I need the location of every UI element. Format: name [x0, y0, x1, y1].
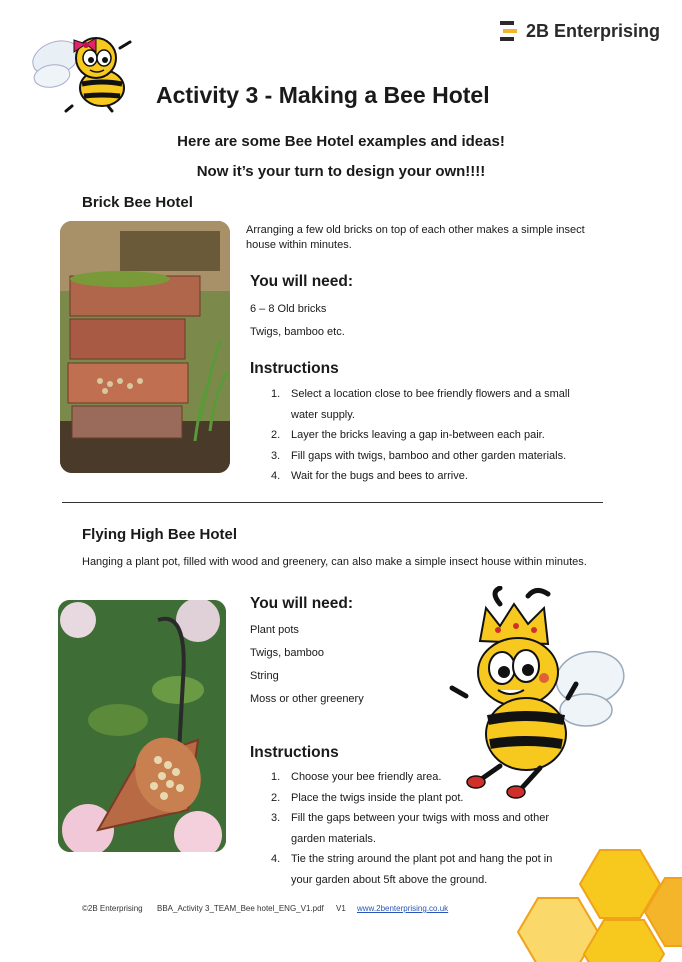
subtitle-your-turn: Now it’s your turn to design your own!!!! — [196, 163, 486, 180]
list-item: 3. Fill gaps with twigs, bamboo and other garden materials. — [271, 449, 567, 462]
list-item: 2. Place the twigs inside the plant pot. — [271, 791, 464, 804]
flying-need-item: Plant pots — [250, 624, 299, 636]
footer-version: V1 — [336, 904, 346, 913]
logo-bars-icon — [500, 20, 520, 42]
honeycomb-decoration-icon — [480, 838, 682, 962]
flying-heading: Flying High Bee Hotel — [82, 526, 238, 543]
plant-pot-hotel-image — [58, 600, 226, 852]
brick-instructions-list — [271, 384, 591, 487]
page-title: Activity 3 - Making a Bee Hotel — [156, 82, 490, 108]
brick-need-item: 6 – 8 Old bricks — [250, 303, 327, 315]
brick-photo — [60, 221, 230, 473]
flying-need-item: Moss or other greenery — [250, 693, 364, 705]
brand-logo — [500, 20, 660, 42]
flying-need-item: String — [250, 670, 279, 682]
footer-copyright: ©2B Enterprising — [82, 904, 143, 913]
flying-instructions-heading: Instructions — [250, 744, 339, 761]
list-item: 3. Fill the gaps between your twigs with moss and other garden materials. — [271, 812, 550, 845]
bee-mascot-bow-icon — [24, 18, 144, 113]
list-item: 1. Choose your bee friendly area. — [271, 771, 442, 783]
bee-mascot-crown-icon — [440, 586, 632, 800]
flying-need-item: Twigs, bamboo — [250, 647, 324, 659]
brick-need-item: Twigs, bamboo etc. — [250, 326, 345, 338]
brick-heading: Brick Bee Hotel — [82, 194, 193, 211]
flying-photo — [58, 600, 226, 852]
brick-intro: Arranging a few old bricks on top of each other makes a simple insect house within minutes. — [246, 224, 585, 251]
brick-instructions-heading: Instructions — [250, 360, 339, 377]
list-item: 2. Layer the bricks leaving a gap in-between each pair. — [271, 429, 545, 441]
list-item: 4. Tie the string around the plant pot and hang the pot in your garden about 5ft above the ground. — [271, 853, 553, 886]
flying-need-heading: You will need: — [250, 595, 354, 612]
flying-intro: Hanging a plant pot, filled with wood and greenery, can also make a simple insect house within minutes. — [82, 556, 587, 568]
footer-link-wrap — [357, 904, 448, 913]
list-item: 4. Wait for the bugs and bees to arrive. — [271, 470, 468, 482]
brick-hotel-image — [60, 221, 230, 473]
list-item: 1. Select a location close to bee friendly flowers and a small water supply. — [271, 388, 570, 421]
brick-need-heading: You will need: — [250, 273, 354, 290]
logo-text: 2B Enterprising — [526, 20, 661, 41]
footer-website-link[interactable]: www.2benterprising.co.uk — [357, 904, 449, 913]
subtitle-examples: Here are some Bee Hotel examples and ideas! — [177, 133, 505, 150]
section-divider — [62, 502, 603, 503]
footer-filename: BBA_Activity 3_TEAM_Bee hotel_ENG_V1.pdf — [157, 904, 324, 913]
